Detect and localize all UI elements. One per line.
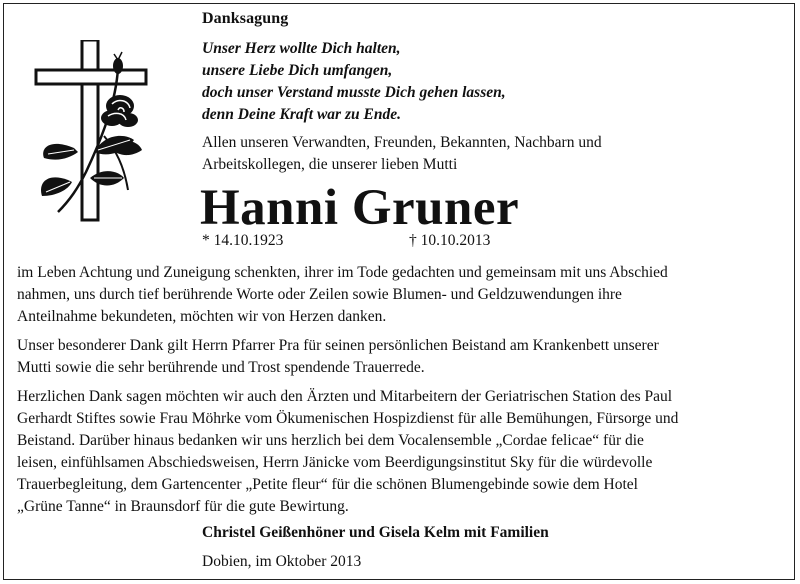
poem-line: doch unser Verstand musste Dich gehen lassen, bbox=[202, 84, 506, 101]
poem bbox=[202, 38, 506, 126]
thanks-paragraph-2 bbox=[17, 335, 787, 379]
paragraph-line: Mutti sowie die sehr berührende und Trost spendende Trauerrede. bbox=[17, 359, 425, 376]
paragraph-line: Anteilnahme bekundeten, möchten wir von Herzen danken. bbox=[17, 308, 387, 325]
poem-line: denn Deine Kraft war zu Ende. bbox=[202, 106, 401, 123]
intro-line: Allen unseren Verwandten, Freunden, Bekannten, Nachbarn und bbox=[202, 134, 602, 151]
thanks-paragraph-1 bbox=[17, 262, 787, 328]
paragraph-line: Trauerbegleitung, dem Gartencenter „Petite fleur“ für die schönen Blumengebinde sowie dem Hotel bbox=[17, 476, 638, 493]
cross-with-rose-icon bbox=[34, 40, 154, 222]
poem-line: Unser Herz wollte Dich halten, bbox=[202, 40, 401, 57]
place-and-date: Dobien, im Oktober 2013 bbox=[202, 553, 362, 570]
paragraph-line: „Grüne Tanne“ in Braunsdorf für die gute Bewirtung. bbox=[17, 498, 349, 515]
paragraph-line: Gerhardt Stiftes sowie Frau Möhrke vom Ökumenischen Hospizdienst für alle Bemühungen, Fürsorge und bbox=[17, 410, 679, 427]
birth-date: * 14.10.1923 bbox=[202, 232, 284, 249]
paragraph-line: im Leben Achtung und Zuneigung schenkten, ihrer im Tode gedachten und gemeinsam mit uns Abschied bbox=[17, 264, 668, 281]
deceased-name: Hanni Gruner bbox=[200, 180, 520, 236]
paragraph-line: Unser besonderer Dank gilt Herrn Pfarrer Pra für seinen persönlichen Beistand am Krankenbett unserer bbox=[17, 337, 659, 354]
death-date: † 10.10.2013 bbox=[409, 232, 491, 249]
paragraph-line: leisen, einfühlsamen Abschiedsweisen, Herrn Jänicke vom Beerdigungsinstitut Sky für die würdevolle bbox=[17, 454, 653, 471]
thanks-paragraph-3 bbox=[17, 386, 787, 518]
intro-line: Arbeitskollegen, die unserer lieben Mutti bbox=[202, 156, 458, 173]
signature: Christel Geißenhöner und Gisela Kelm mit Familien bbox=[202, 524, 549, 541]
paragraph-line: Herzlichen Dank sagen möchten wir auch den Ärzten und Mitarbeitern der Geriatrischen Station des Paul bbox=[17, 388, 673, 405]
paragraph-line: Beistand. Darüber hinaus bedanken wir uns herzlich bei dem Vocalensemble „Cordae felicae“ für die bbox=[17, 432, 644, 449]
paragraph-line: nahmen, uns durch tief berührende Worte oder Zeilen sowie Blumen- und Geldzuwendungen ihre bbox=[17, 286, 622, 303]
notice-title: Danksagung bbox=[202, 10, 289, 27]
intro-text bbox=[202, 132, 772, 176]
poem-line: unsere Liebe Dich umfangen, bbox=[202, 62, 393, 79]
